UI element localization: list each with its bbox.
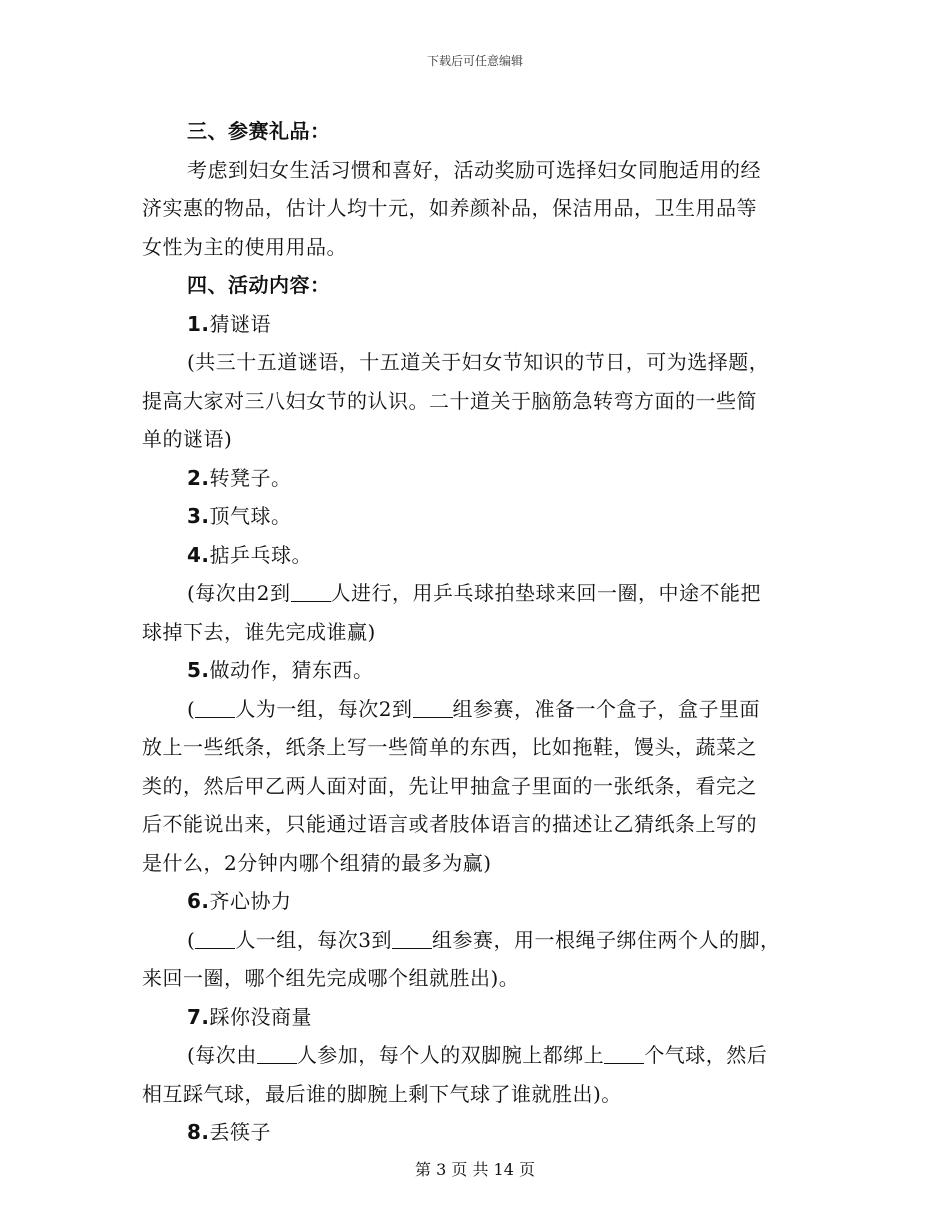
item-title: 丢筷子 [209, 1120, 272, 1144]
document-body [142, 112, 822, 1152]
section-heading-prizes: 三、参赛礼品： [187, 119, 331, 143]
item-title: 踩你没商量 [209, 1004, 313, 1029]
paragraph-line: 女性为主的使用用品。 [142, 234, 347, 259]
paragraph-line: 提高大家对三八妇女节的认识。二十道关于脑筋急转弯方面的一些简 [142, 388, 757, 413]
fill-in-blank [257, 1045, 297, 1064]
list-item-3 [142, 497, 822, 536]
paragraph-line: 球掉下去，谁先完成谁赢) [142, 619, 376, 644]
text-segment: 人进行，用乒乓球拍垫球来回一圈，中途不能把 [330, 581, 762, 605]
paragraph-line: 类的，然后甲乙两人面对面，先让甲抽盒子里面的一张纸条，看完之 [142, 773, 757, 798]
item-number: 8. [187, 1120, 210, 1144]
text-segment: ( [187, 696, 196, 721]
paragraph-line [142, 690, 822, 729]
text-segment: 人一组，每次3到 [235, 927, 393, 952]
list-item-8 [142, 1113, 822, 1152]
paragraph-line: 济实惠的物品，估计人均十元，如养颜补品，保洁用品，卫生用品等 [142, 196, 757, 220]
list-item-4 [142, 536, 822, 575]
paragraph-line [142, 921, 822, 960]
text-segment: 组参赛，准备一个盒子，盒子里面 [452, 696, 761, 721]
fill-in-blank [392, 930, 432, 949]
list-item-5 [142, 651, 822, 690]
page-header: 下载后可任意编辑 [426, 54, 523, 68]
paragraph-line: 单的谜语) [142, 427, 233, 451]
fill-in-blank [195, 699, 235, 718]
text-segment: 人参加，每个人的双脚腕上都绑上 [296, 1043, 605, 1067]
text-segment: 个气球，然后 [644, 1043, 768, 1067]
section-heading-activities: 四、活动内容： [187, 273, 331, 297]
paragraph-line: 相互踩气球，最后谁的脚腕上剩下气球了谁就胜出)。 [142, 1081, 622, 1106]
text-segment: 人为一组，每次2到 [235, 696, 413, 721]
item-number: 6. [187, 889, 210, 913]
item-title: 猜谜语 [209, 311, 272, 336]
item-number: 5. [187, 658, 210, 682]
list-item-6 [142, 882, 822, 921]
text-segment: ( [187, 927, 196, 952]
list-item-7 [142, 998, 822, 1037]
paragraph-line: 考虑到妇女生活习惯和喜好，活动奖励可选择妇女同胞适用的经 [187, 157, 761, 182]
paragraph-line: (共三十五道谜语，十五道关于妇女节知识的节日，可为选择题， [187, 350, 770, 374]
paragraph-line: 后不能说出来，只能通过语言或者肢体语言的描述让乙猜纸条上写的 [142, 812, 757, 836]
text-segment: (每次由 [187, 1043, 257, 1067]
item-number: 2. [187, 465, 210, 490]
item-number: 1. [187, 311, 210, 336]
page-footer: 第 3 页 共 14 页 [415, 1160, 535, 1179]
item-title: 掂乒乓球。 [209, 542, 313, 567]
item-title: 转凳子。 [209, 465, 292, 490]
fill-in-blank [413, 699, 453, 718]
paragraph-line: 放上一些纸条，纸条上写一些简单的东西，比如拖鞋，馒头，蔬菜之 [142, 735, 757, 759]
list-item-2 [142, 459, 822, 498]
text-segment: (每次由2到 [187, 581, 291, 605]
item-number: 7. [187, 1004, 210, 1029]
paragraph-line [142, 574, 822, 613]
paragraph-line [142, 1036, 822, 1075]
list-item-1 [142, 305, 822, 344]
item-title: 齐心协力 [209, 889, 292, 913]
item-number: 4. [187, 542, 210, 567]
fill-in-blank [291, 583, 331, 602]
item-title: 顶气球。 [209, 504, 292, 528]
paragraph-line: 是什么，2分钟内哪个组猜的最多为赢) [142, 850, 492, 875]
fill-in-blank [604, 1045, 644, 1064]
fill-in-blank [195, 930, 235, 949]
text-segment: 组参赛，用一根绳子绑住两个人的脚， [432, 927, 781, 952]
item-title: 做动作，猜东西。 [209, 658, 374, 682]
paragraph-line: 来回一圈，哪个组先完成哪个组就胜出)。 [142, 966, 520, 990]
item-number: 3. [187, 504, 210, 528]
